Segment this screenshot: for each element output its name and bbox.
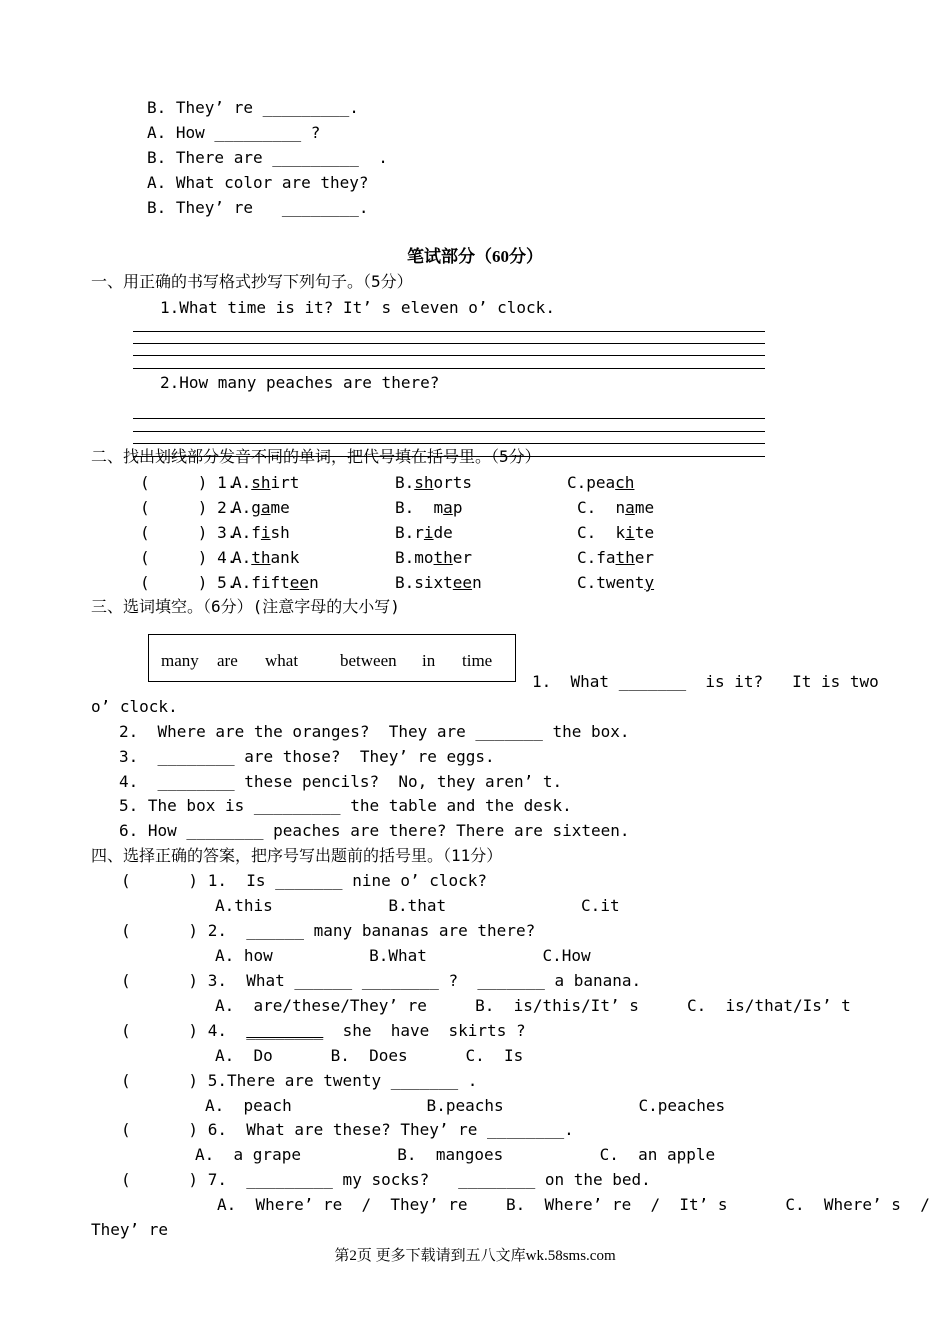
row-number: ( ) 5. xyxy=(140,573,237,592)
choice-options-2: A. how B.What C.How xyxy=(215,946,591,965)
option-b: B.sixteen xyxy=(395,573,482,592)
option-c: C.peach xyxy=(567,473,635,492)
option-b: B.mother xyxy=(395,548,473,567)
section4-heading: 四、选择正确的答案，把序号写出题前的括号里。（11分） xyxy=(91,846,503,865)
choice-question-5: ( ) 5.There are twenty _______ . xyxy=(121,1071,478,1090)
row-number: ( ) 1. xyxy=(140,473,237,492)
section2-heading: 二、找出划线部分发音不同的单词，把代号填在括号里。（5分） xyxy=(91,447,541,466)
word-bank-item: between xyxy=(340,651,397,670)
fill-question-1-wrap: o’ clock. xyxy=(91,697,178,716)
choice-question-6: ( ) 6. What are these? They’ re ________. xyxy=(121,1120,574,1139)
choice-options-3: A. are/these/They’ re B. is/this/It’ s C. is/that/Is’ t xyxy=(215,996,851,1015)
copy-sentence-1: 1.What time is it? It’ s eleven o’ clock. xyxy=(160,298,555,317)
option-c: C.twenty xyxy=(577,573,655,592)
option-a: A.game xyxy=(232,498,290,517)
word-bank-item: what xyxy=(265,651,299,670)
section-title: 笔试部分（60分） xyxy=(407,247,543,266)
fill-question-5: 5. The box is _________ the table and the desk. xyxy=(119,796,572,815)
option-a: A.fish xyxy=(232,523,290,542)
choice-options-1: A.this B.that C.it xyxy=(215,896,620,915)
top-line-3: B. There are _________ . xyxy=(147,148,388,167)
writing-line xyxy=(133,443,765,444)
option-b: B. map xyxy=(395,498,463,517)
writing-line xyxy=(133,456,765,457)
writing-line xyxy=(133,355,765,356)
word-bank xyxy=(148,634,516,682)
writing-line xyxy=(133,368,765,369)
word-bank-item: time xyxy=(462,651,493,670)
word-bank-item: many xyxy=(161,651,199,670)
top-line-2: A. How _________ ? xyxy=(147,123,321,142)
section3-heading: 三、选词填空。（6分）(注意字母的大小写) xyxy=(91,597,400,616)
page-footer: 第2页 更多下载请到五八文库wk.58sms.com xyxy=(334,1248,616,1264)
fill-question-6: 6. How ________ peaches are there? There are sixteen. xyxy=(119,821,630,840)
word-bank-item: are xyxy=(217,651,238,670)
top-line-5: B. They’ re ________. xyxy=(147,198,369,217)
choice-options-7-wrap: They’ re xyxy=(91,1220,169,1239)
row-number: ( ) 4. xyxy=(140,548,237,567)
choice-question-7: ( ) 7. _________ my socks? ________ on the bed. xyxy=(121,1170,651,1189)
choice-options-6: A. a grape B. mangoes C. an apple xyxy=(195,1145,716,1164)
option-c: C.father xyxy=(577,548,655,567)
choice-question-1: ( ) 1. Is _______ nine o’ clock? xyxy=(121,871,488,890)
option-c: C. kite xyxy=(577,523,655,542)
choice-options-5: A. peach B.peachs C.peaches xyxy=(205,1096,726,1115)
fill-question-2: 2. Where are the oranges? They are _______ the box. xyxy=(119,722,630,741)
option-b: B.ride xyxy=(395,523,453,542)
section1-heading: 一、用正确的书写格式抄写下列句子。（5分） xyxy=(91,272,413,291)
copy-sentence-2: 2.How many peaches are there? xyxy=(160,373,440,392)
writing-line xyxy=(133,431,765,432)
row-number: ( ) 2. xyxy=(140,498,237,517)
fill-question-1: 1. What _______ is it? It is two xyxy=(532,672,879,691)
writing-line xyxy=(133,331,765,332)
writing-line xyxy=(133,343,765,344)
choice-options-7: A. Where’ re / They’ re B. Where’ re / It’ s C. Where’ s / xyxy=(217,1195,930,1214)
option-a: A.thank xyxy=(232,548,300,567)
fill-question-3: 3. ________ are those? They’ re eggs. xyxy=(119,747,495,766)
option-c: C. name xyxy=(577,498,655,517)
option-a: A.shirt xyxy=(232,473,300,492)
writing-line xyxy=(133,418,765,419)
top-line-1: B. They’ re _________. xyxy=(147,98,359,117)
word-bank-item: in xyxy=(422,651,436,670)
choice-question-4: ( ) 4. ________ she have skirts ? xyxy=(121,1021,526,1040)
fill-question-4: 4. ________ these pencils? No, they aren’ t. xyxy=(119,772,563,791)
choice-options-4: A. Do B. Does C. Is xyxy=(215,1046,524,1065)
choice-question-3: ( ) 3. What ______ ________ ? _______ a banana. xyxy=(121,971,642,990)
choice-question-2: ( ) 2. ______ many bananas are there? xyxy=(121,921,536,940)
top-line-4: A. What color are they? xyxy=(147,173,369,192)
row-number: ( ) 3. xyxy=(140,523,237,542)
option-a: A.fifteen xyxy=(232,573,319,592)
option-b: B.shorts xyxy=(395,473,473,492)
